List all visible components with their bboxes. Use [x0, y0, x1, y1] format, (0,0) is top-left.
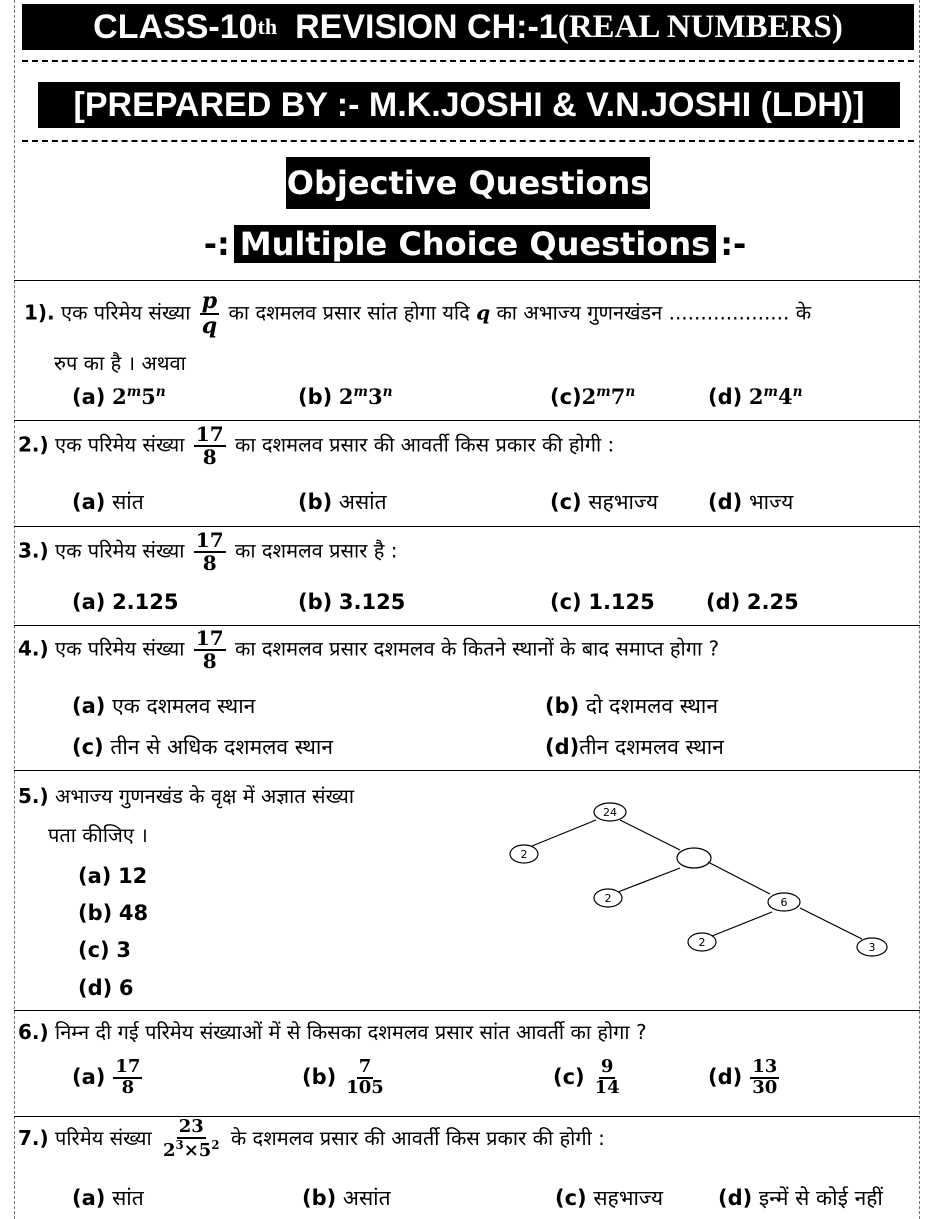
question-text: अभाज्य गुणनखंड के वृक्ष में अज्ञात संख्या [55, 784, 355, 808]
option-6a[interactable]: (a) $\frac{17}{8}$ [72, 1056, 141, 1098]
option-7d[interactable]: (d) इन्में से कोई नहीं [718, 1186, 883, 1210]
option-2d[interactable]: (d) भाज्य [708, 490, 794, 514]
factor-tree [490, 796, 910, 972]
question-number: 3.) [18, 538, 49, 563]
question-number: 1). [24, 300, 55, 325]
question-3 [18, 530, 397, 574]
fraction: $\frac{17}{8}$ [195, 422, 224, 469]
question-number: 7.) [18, 1125, 49, 1150]
divider [14, 1010, 920, 1011]
tree-edge [618, 868, 680, 892]
option-6d[interactable]: (d) $\frac{13}{30}$ [708, 1056, 778, 1098]
divider [14, 1116, 920, 1117]
option-3c[interactable]: (c) 1.125 [550, 590, 655, 614]
objective-heading: Objective Questions [286, 157, 650, 209]
revision-label: REVISION CH:-1 [295, 7, 558, 46]
option-4a[interactable]: (a) एक दशमलव स्थान [72, 694, 256, 718]
option-6b[interactable]: (b) $\frac{7}{105}$ [302, 1056, 384, 1098]
option-2a[interactable]: (a) सांत [72, 490, 144, 514]
question-text: का दशमलव प्रसार सांत होगा यदि [228, 300, 470, 325]
tree-label: 6 [780, 896, 788, 909]
question-text: निम्न दी गई परिमेय संख्याओं में से किसका दशमलव प्रसार सांत आवर्ती का होगा ? [55, 1020, 647, 1044]
divider [14, 420, 920, 421]
class-label: CLASS-10 [93, 7, 258, 46]
tree-edge [708, 862, 770, 894]
option-1b[interactable]: (b) 2$^m$3$^n$ [298, 384, 393, 409]
tree-edge [620, 820, 680, 850]
tree-label: 24 [603, 806, 617, 819]
fraction: $\frac{17}{8}$ [195, 626, 224, 673]
question-1 [24, 290, 811, 338]
class-sup: th [257, 14, 278, 39]
tree-label: 3 [868, 941, 876, 954]
option-5b[interactable]: (b) 48 [78, 901, 149, 925]
fraction: $\frac{17}{8}$ [195, 528, 224, 575]
option-5a[interactable]: (a) 12 [78, 864, 148, 888]
option-2b[interactable]: (b) असांत [298, 490, 387, 514]
variable: q [476, 300, 491, 325]
question-number: 5.) [18, 784, 49, 808]
option-3b[interactable]: (b) 3.125 [298, 590, 406, 614]
option-1c[interactable]: (c)2$^m$7$^n$ [550, 384, 636, 409]
question-text: का दशमलव प्रसार है : [235, 538, 398, 563]
tree-label: 2 [520, 848, 528, 861]
option-3d[interactable]: (d) 2.25 [706, 590, 799, 614]
option-1d[interactable]: (d) 2$^m$4$^n$ [708, 384, 803, 409]
question-7 [18, 1118, 605, 1161]
question-number: 4.) [18, 636, 49, 661]
question-text: एक परिमेय संख्या [55, 538, 185, 563]
title-banner [22, 4, 914, 50]
option-4b[interactable]: (b) दो दशमलव स्थान [545, 694, 719, 718]
question-text: एक परिमेय संख्या [55, 636, 185, 661]
divider [14, 526, 920, 527]
option-7a[interactable]: (a) सांत [72, 1186, 144, 1210]
divider [14, 770, 920, 771]
option-7b[interactable]: (b) असांत [302, 1186, 391, 1210]
question-text: के दशमलव प्रसार की आवर्ती किस प्रकार की होगी : [230, 1125, 605, 1150]
mcq-suffix: :- [720, 225, 747, 263]
tree-node-unknown [677, 848, 711, 868]
tree-edge [712, 912, 772, 936]
option-7c[interactable]: (c) सहभाज्य [555, 1186, 664, 1210]
question-5 [18, 782, 354, 809]
divider [22, 140, 914, 142]
question-4 [18, 628, 719, 672]
option-4c[interactable]: (c) तीन से अधिक दशमलव स्थान [72, 735, 333, 759]
question-text: का अभाज्य गुणनखंडन ................... के [496, 300, 812, 325]
question-2 [18, 424, 614, 468]
tree-edge [532, 820, 596, 846]
question-text: एक परिमेय संख्या [55, 432, 185, 457]
question-5-line2: पता कीजिए । [48, 823, 148, 847]
divider [14, 625, 920, 626]
question-text: एक परिमेय संख्या [61, 300, 191, 325]
prepared-by-banner: [PREPARED BY :- M.K.JOSHI & V.N.JOSHI (LDH)] [38, 82, 900, 128]
tree-edge [800, 908, 862, 939]
question-text: परिमेय संख्या [55, 1125, 152, 1150]
divider [14, 280, 920, 281]
fraction: $\frac{p}{q}$ [201, 288, 218, 340]
question-number: 2.) [18, 432, 49, 457]
option-5c[interactable]: (c) 3 [78, 938, 131, 962]
question-text: का दशमलव प्रसार की आवर्ती किस प्रकार की होगी : [235, 432, 615, 457]
mcq-prefix: -: [203, 225, 230, 263]
option-3a[interactable]: (a) 2.125 [72, 590, 179, 614]
chapter-label: (REAL NUMBERS) [557, 8, 843, 45]
tree-label: 2 [698, 936, 706, 949]
divider [22, 60, 914, 62]
mcq-title: Multiple Choice Questions [234, 225, 716, 263]
option-5d[interactable]: (d) 6 [78, 976, 134, 1000]
question-6 [18, 1018, 647, 1045]
option-2c[interactable]: (c) सहभाज्य [550, 490, 659, 514]
question-number: 6.) [18, 1020, 49, 1044]
question-text: का दशमलव प्रसार दशमलव के कितने स्थानों के बाद समाप्त होगा ? [235, 636, 720, 661]
option-6c[interactable]: (c) $\frac{9}{14}$ [553, 1056, 620, 1098]
mcq-heading [195, 216, 755, 272]
fraction: $\frac{23}{2^3\times 5^2}$ [163, 1116, 220, 1161]
question-1-line2: रुप का है । अथवा [54, 351, 186, 375]
option-1a[interactable]: (a) 2$^m$5$^n$ [72, 384, 166, 409]
tree-label: 2 [604, 892, 612, 905]
option-4d[interactable]: (d)तीन दशमलव स्थान [545, 735, 724, 759]
